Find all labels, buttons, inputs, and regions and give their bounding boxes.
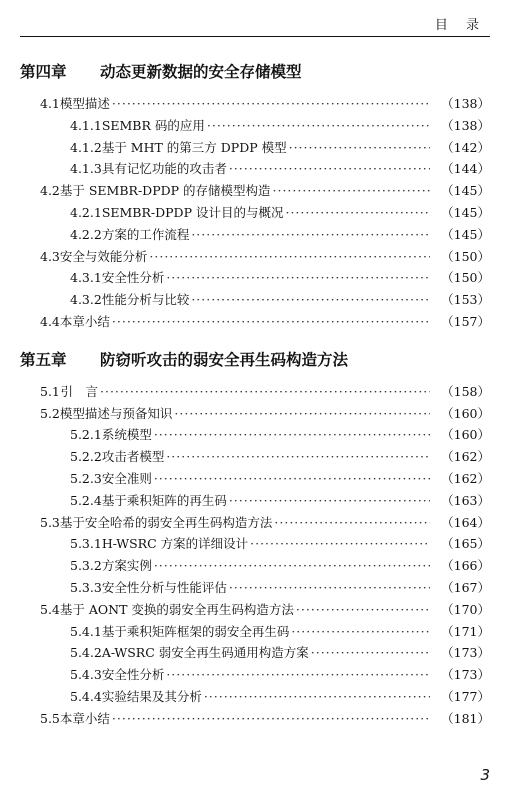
- subsection-title: 方案实例: [101, 558, 152, 574]
- section-number: 4.4: [40, 313, 60, 329]
- toc-subsection-entry: [0, 469, 510, 491]
- toc-subsection-entry: [0, 665, 510, 687]
- subsection-number: 5.4.2: [70, 645, 102, 661]
- toc-section-entry: [0, 181, 510, 203]
- subsection-number: 5.2.4: [70, 492, 102, 508]
- dot-leader: [166, 449, 430, 464]
- subsection-number: 5.4.1: [70, 623, 102, 639]
- subsection-number: 4.3.1: [70, 270, 102, 286]
- dot-leader: [204, 689, 430, 704]
- subsection-number: 5.3.3: [70, 579, 102, 595]
- page-ref: （167）: [441, 579, 490, 595]
- page-ref: （153）: [441, 292, 490, 308]
- toc-subsection-entry: [0, 203, 510, 225]
- section-title: 基于 SEMBR-DPDP 的存储模型构造: [59, 183, 271, 199]
- toc-subsection-entry: [0, 556, 510, 578]
- dot-leader: [229, 161, 430, 176]
- running-head-title: 目 录: [434, 18, 486, 33]
- page-ref: （171）: [441, 623, 490, 639]
- subsection-title: 方案的工作流程: [101, 226, 190, 242]
- subsection-number: 5.3.2: [70, 558, 102, 574]
- toc-subsection-entry: [0, 290, 510, 312]
- chapter-heading: [0, 344, 510, 376]
- page-ref: （166）: [441, 558, 490, 574]
- page-ref: （162）: [441, 449, 490, 465]
- section-title: 基于 AONT 变换的弱安全再生码构造方法: [59, 601, 294, 617]
- toc-subsection-entry: [0, 225, 510, 247]
- toc-section-entry: [0, 513, 510, 535]
- toc-subsection-entry: [0, 643, 510, 665]
- page-ref: （158）: [441, 383, 490, 399]
- dot-leader: [154, 427, 430, 442]
- page-ref: （142）: [441, 139, 490, 155]
- header-rule: [20, 36, 490, 37]
- dot-leader: [100, 384, 430, 399]
- dot-leader: [191, 227, 430, 242]
- section-title: 基于安全哈希的弱安全再生码构造方法: [59, 514, 273, 530]
- toc-subsection-entry: [0, 447, 510, 469]
- section-number: 5.5: [40, 710, 60, 726]
- page-ref: （150）: [441, 270, 490, 286]
- page-ref: （138）: [441, 96, 490, 111]
- page-ref: （162）: [441, 470, 490, 486]
- toc-subsection-entry: [0, 622, 510, 644]
- toc-section-entry: [0, 382, 510, 404]
- subsection-number: 5.2.3: [70, 470, 102, 486]
- page-ref: （157）: [441, 313, 490, 329]
- section-title: 本章小结: [59, 313, 110, 329]
- subsection-title: 安全准则: [101, 470, 152, 486]
- dot-leader: [149, 249, 430, 264]
- toc-section-entry: [0, 600, 510, 622]
- page-ref: （150）: [441, 248, 490, 264]
- subsection-number: 4.2.1: [70, 204, 102, 220]
- page-ref: （160）: [441, 405, 490, 421]
- subsection-title: 系统模型: [101, 427, 152, 443]
- subsection-title: 基于 MHT 的第三方 DPDP 模型: [101, 139, 287, 155]
- toc-section-entry: [0, 94, 510, 116]
- dot-leader: [166, 667, 430, 682]
- subsection-number: 5.4.4: [70, 688, 102, 704]
- page-ref: （160）: [441, 427, 490, 443]
- subsection-title: A-WSRC 弱安全再生码通用构造方案: [101, 645, 309, 661]
- toc-subsection-entry: [0, 578, 510, 600]
- toc-subsection-entry: [0, 687, 510, 709]
- subsection-number: 5.3.1: [70, 536, 102, 552]
- section-title: 安全与效能分析: [59, 248, 148, 264]
- dot-leader: [250, 536, 430, 551]
- toc-section-entry: [0, 247, 510, 269]
- subsection-title: SEMBR-DPDP 设计目的与概况: [101, 204, 284, 220]
- chapter-title: 动态更新数据的安全存储模型: [100, 63, 302, 81]
- subsection-number: 4.1.1: [70, 117, 102, 133]
- page-ref: （163）: [441, 492, 490, 508]
- subsection-number: 4.1.2: [70, 139, 102, 155]
- page-ref: （181）: [441, 710, 490, 726]
- page-ref: （177）: [441, 688, 490, 704]
- dot-leader: [291, 624, 430, 639]
- chapter-label: 第四章: [20, 63, 67, 81]
- section-number: 4.2: [40, 183, 60, 199]
- toc-section-entry: [0, 312, 510, 334]
- section-title: 本章小结: [59, 710, 110, 726]
- dot-leader: [285, 205, 430, 220]
- page-ref: （138）: [441, 117, 490, 133]
- dot-leader: [112, 314, 430, 329]
- section-number: 5.2: [40, 405, 60, 421]
- chapter-label: 第五章: [20, 350, 67, 369]
- dot-leader: [166, 270, 430, 285]
- section-title: 模型描述: [59, 96, 110, 111]
- toc-subsection-entry: [0, 534, 510, 556]
- subsection-title: 安全性分析: [101, 667, 165, 683]
- dot-leader: [154, 558, 430, 573]
- dot-leader: [191, 292, 430, 307]
- dot-leader: [311, 645, 430, 660]
- page-ref: （165）: [441, 536, 490, 552]
- page-ref: （145）: [441, 226, 490, 242]
- page-ref: （173）: [441, 667, 490, 683]
- subsection-title: 基于乘积矩阵框架的弱安全再生码: [101, 623, 290, 639]
- subsection-title: 性能分析与比较: [101, 292, 190, 308]
- subsection-title: 安全性分析: [101, 270, 165, 286]
- toc-section-entry: [0, 709, 510, 731]
- toc-subsection-entry: [0, 159, 510, 181]
- dot-leader: [229, 580, 430, 595]
- subsection-title: H-WSRC 方案的详细设计: [101, 536, 249, 552]
- section-number: 4.1: [40, 96, 60, 111]
- table-of-contents: [0, 56, 510, 731]
- toc-subsection-entry: [0, 425, 510, 447]
- dot-leader: [154, 471, 430, 486]
- dot-leader: [289, 140, 430, 155]
- dot-leader: [229, 493, 430, 508]
- toc-subsection-entry: [0, 491, 510, 513]
- subsection-title: 基于乘积矩阵的再生码: [101, 492, 227, 508]
- chapter-heading: [0, 56, 510, 88]
- section-title: 模型描述与预备知识: [59, 405, 173, 421]
- page-ref: （145）: [441, 204, 490, 220]
- dot-leader: [274, 515, 430, 530]
- page-ref: （170）: [441, 601, 490, 617]
- dot-leader: [112, 96, 430, 111]
- subsection-number: 5.2.1: [70, 427, 102, 443]
- subsection-title: 实验结果及其分析: [101, 688, 202, 704]
- section-title: 引 言: [60, 383, 99, 399]
- dot-leader: [296, 602, 430, 617]
- page-ref: （173）: [441, 645, 490, 661]
- page-ref: （144）: [441, 161, 490, 177]
- dot-leader: [273, 183, 430, 198]
- dot-leader: [112, 711, 430, 726]
- toc-subsection-entry: [0, 268, 510, 290]
- subsection-number: 5.4.3: [70, 667, 102, 683]
- subsection-title: 安全性分析与性能评估: [101, 579, 227, 595]
- subsection-number: 4.2.2: [70, 226, 102, 242]
- page-ref: （145）: [441, 183, 490, 199]
- toc-section-entry: [0, 404, 510, 426]
- section-number: 4.3: [40, 248, 60, 264]
- subsection-title: SEMBR 码的应用: [101, 117, 205, 133]
- page-number: 3: [480, 766, 490, 784]
- chapter-title: 防窃听攻击的弱安全再生码构造方法: [100, 350, 349, 369]
- dot-leader: [174, 406, 430, 421]
- toc-subsection-entry: [0, 138, 510, 160]
- section-number: 5.4: [40, 601, 60, 617]
- dot-leader: [207, 118, 430, 133]
- page-ref: （164）: [441, 514, 490, 530]
- subsection-number: 4.1.3: [70, 161, 102, 177]
- subsection-title: 攻击者模型: [101, 449, 165, 465]
- subsection-number: 5.2.2: [70, 449, 102, 465]
- section-number: 5.3: [40, 514, 60, 530]
- toc-subsection-entry: [0, 116, 510, 138]
- section-number: 5.1: [40, 383, 60, 399]
- subsection-number: 4.3.2: [70, 292, 102, 308]
- subsection-title: 具有记忆功能的攻击者: [101, 161, 227, 177]
